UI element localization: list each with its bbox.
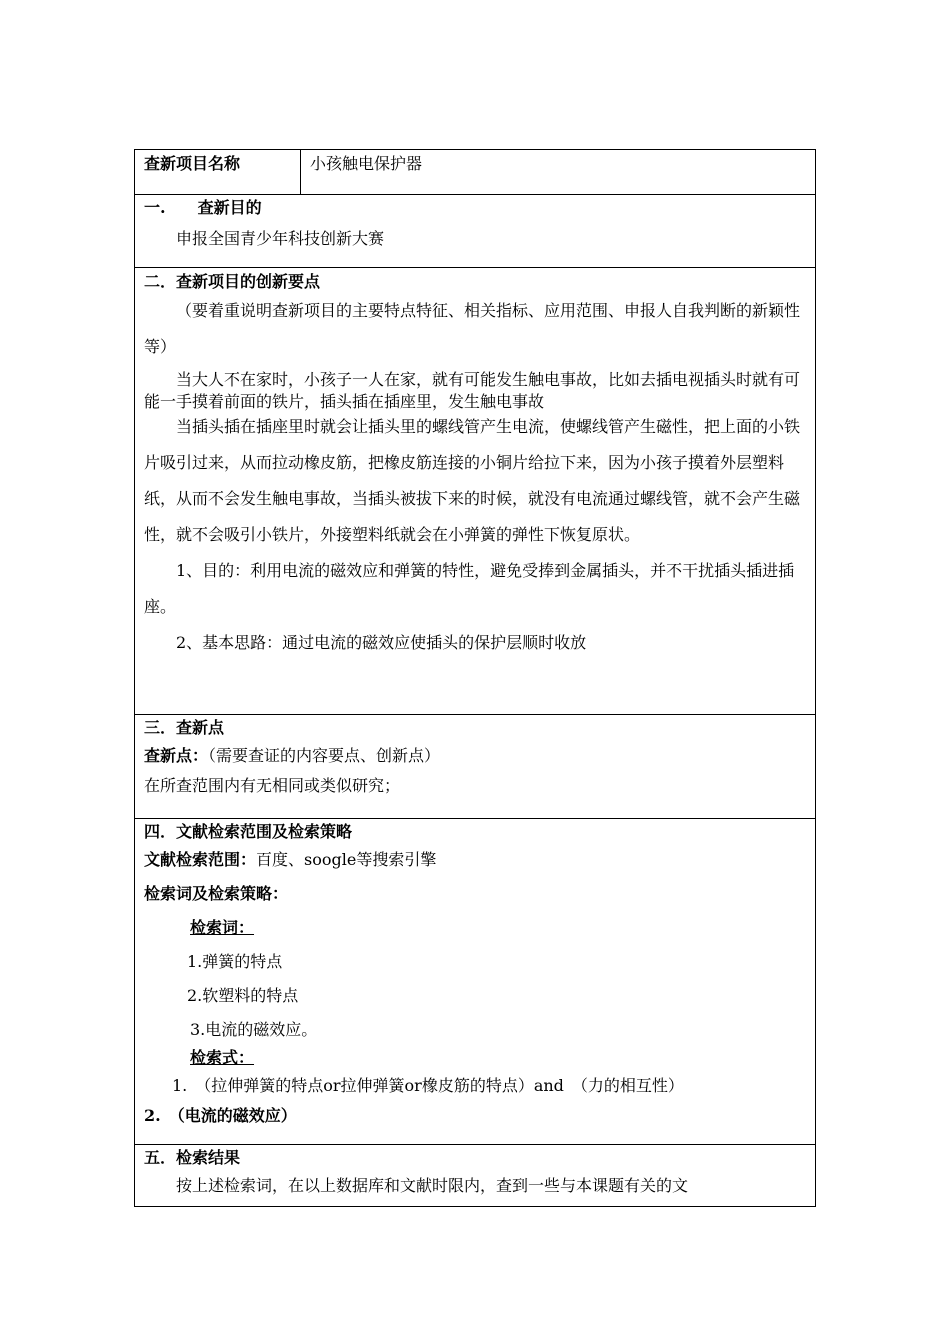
- section-search-strategy: [135, 818, 815, 1144]
- section-results-heading: 五．检索结果: [144, 1148, 241, 1167]
- search-strategy-label: 检索词及检索策略：: [144, 884, 289, 903]
- check-points-line: [144, 739, 806, 773]
- search-terms-label-line: [144, 911, 806, 945]
- search-formula-label-line: [144, 1047, 806, 1069]
- search-formula-2: 2. （电流的磁效应）: [144, 1106, 297, 1125]
- section-innovation-para4: 2、基本思路：通过电流的磁效应使插头的保护层顺时收放: [176, 633, 587, 652]
- section-innovation-heading: 二．查新项目的创新要点: [144, 272, 321, 291]
- search-scope-value: 百度、soogle等搜索引擎: [256, 850, 437, 869]
- section-results: [135, 1144, 815, 1206]
- check-points-note: （需要查证的内容要点、创新点）: [208, 746, 441, 765]
- section-innovation-note: （要着重说明查新项目的主要特点特征、相关指标、应用范围、申报人自我判断的新颖性等）: [144, 301, 801, 356]
- section-search-strategy-heading: 四．文献检索范围及检索策略: [144, 822, 353, 841]
- search-scope-label: 文献检索范围：: [144, 850, 257, 869]
- search-term-item: 1.弹簧的特点: [187, 952, 283, 971]
- search-term-item: 3.电流的磁效应。: [190, 1020, 318, 1039]
- novelty-search-table: [134, 149, 816, 1207]
- search-formula-label: 检索式：: [190, 1048, 255, 1067]
- section-innovation-para3: 1、目的：利用电流的磁效应和弹簧的特性，避免受捧到金属插头，并不干扰插头插进插座。: [144, 561, 795, 616]
- search-term-item: 2.软塑料的特点: [187, 986, 299, 1005]
- section-purpose-heading: 一. 查新目的: [144, 198, 262, 217]
- project-name-label: 查新项目名称: [135, 150, 301, 194]
- search-terms-label: 检索词：: [190, 918, 255, 937]
- project-name-value: 小孩触电保护器: [310, 154, 423, 173]
- check-points-text: 在所查范围内有无相同或类似研究；: [144, 776, 401, 795]
- search-scope-line: [144, 843, 806, 877]
- section-innovation-para1: 当大人不在家时，小孩子一人在家，就有可能发生触电事故，比如去插电视插头时就有可能一手摸着前面的铁片，插头插在插座里，发生触电事故: [144, 370, 801, 411]
- section-innovation-para2: 当插头插在插座里时就会让插头里的螺线管产生电流，使螺线管产生磁性，把上面的小铁片吸引过来，从而拉动橡皮筋，把橡皮筋连接的小铜片给拉下来，因为小孩子摸着外层塑料纸，从而不会发生触电事故，当插头被拔下来的时候，就没有电流通过螺线管，就不会产生磁性，就不会吸引小铁片，外接塑料纸就会在小弹簧的弹性下恢复原状。: [144, 417, 801, 544]
- section-results-text: 按上述检索词，在以上数据库和文献时限内，查到一些与本课题有关的文: [176, 1176, 689, 1195]
- project-name-row: [135, 150, 815, 194]
- section-innovation: [135, 267, 815, 714]
- check-points-label: 查新点：: [144, 746, 209, 765]
- section-purpose-text: 申报全国青少年科技创新大赛: [176, 229, 385, 248]
- section-purpose: [135, 194, 815, 267]
- search-formula-1: 1. （拉伸弹簧的特点or拉伸弹簧or橡皮筋的特点）and （力的相互性）: [172, 1076, 684, 1095]
- section-check-points-heading: 三．查新点: [144, 718, 225, 737]
- section-check-points: [135, 714, 815, 818]
